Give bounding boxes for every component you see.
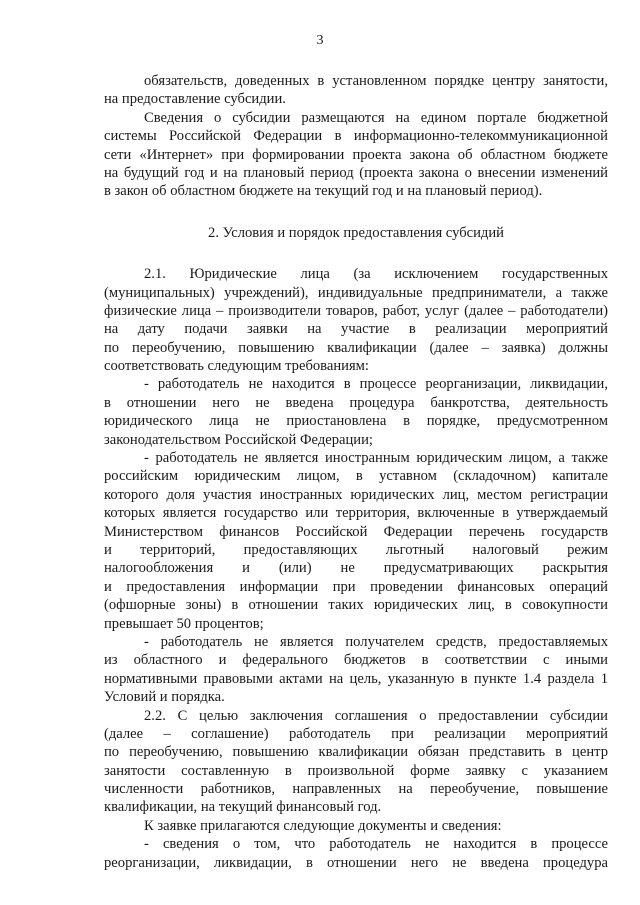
text-line: по переобучению, повышению квалификации обязан представить в центр <box>104 744 608 761</box>
text-line: российским юридическим лицом, в уставном (складочном) капитале <box>104 468 608 485</box>
text-line: Условий и порядка. <box>104 689 225 706</box>
text-line: превышает 50 процентов; <box>104 615 264 632</box>
paragraph-portal-info <box>104 109 608 201</box>
paragraph-attachments <box>104 817 608 835</box>
text-line: - сведения о том, что работодатель не находится в процессе <box>144 836 608 853</box>
requirement-foreign-entity <box>104 449 608 633</box>
paragraph-2-1 <box>104 265 608 375</box>
text-line: на будущий год и на плановый период (проекта закона о внесении изменений <box>104 164 608 181</box>
text-line: (далее – соглашение) работодатель при реализации мероприятий <box>104 725 608 742</box>
text-line: на предоставление субсидии. <box>104 91 286 108</box>
heading-text: 2. Условия и порядок предоставления субсидий <box>208 224 504 241</box>
text-line: которого доля участия иностранных юридических лиц, местом регистрации <box>104 486 608 503</box>
text-line: реорганизации, ликвидации, в отношении него не введена процедура <box>104 854 608 871</box>
document-body <box>104 72 608 872</box>
text-line: которых является государство или территория, включенные в утверждаемый <box>104 505 608 522</box>
section-heading-conditions <box>104 224 608 242</box>
attachment-item-1 <box>104 835 608 872</box>
page-number: 3 <box>316 33 324 48</box>
text-line: - работодатель не находится в процессе реорганизации, ликвидации, <box>144 376 608 393</box>
text-line: занятости составленную в произвольной форме заявку с указанием <box>104 762 608 779</box>
text-line: системы Российской Федерации в информационно-телекоммуникационной <box>104 128 608 145</box>
text-line: и территорий, предоставляющих льготный налоговый режим <box>104 541 608 558</box>
text-line: в закон об областном бюджете на текущий год и на плановый период). <box>104 183 543 200</box>
text-line: физические лица – производители товаров, работ, услуг (далее – работодатели) <box>104 302 608 319</box>
text-line: на дату подачи заявки на участие в реализации мероприятий <box>104 321 608 338</box>
text-line: К заявке прилагаются следующие документы и сведения: <box>144 817 502 834</box>
text-line: 2.1. Юридические лица (за исключением государственных <box>144 266 608 283</box>
text-line: и предоставления информации при проведении финансовых операций <box>104 578 608 595</box>
text-line: налогообложения и (или) не предусматривающих раскрытия <box>104 560 608 577</box>
text-line: - работодатель не является иностранным юридическим лицом, а также <box>144 450 608 467</box>
text-line: (муниципальных) учреждений), индивидуальные предприниматели, а также <box>104 284 608 301</box>
text-line: законодательством Российской Федерации; <box>104 431 373 448</box>
text-line: численности работников, направленных на переобучение, повышение <box>104 781 608 798</box>
text-line: - работодатель не является получателем средств, предоставляемых <box>144 633 608 650</box>
text-line: обязательств, доведенных в установленном порядке центру занятости, <box>144 73 608 89</box>
text-line: (офшорные зоны) в отношении таких юридических лиц, в совокупности <box>104 597 608 614</box>
text-line: юридического лица не приостановлена в порядке, предусмотренном <box>104 413 608 430</box>
text-line: соответствовать следующим требованиям: <box>104 358 369 375</box>
requirement-no-other-funds <box>104 633 608 707</box>
text-line: сети «Интернет» при формировании проекта закона об областном бюджете <box>104 146 608 163</box>
text-line: по переобучению, повышению квалификации (далее – заявка) должны <box>104 339 608 356</box>
text-line: Сведения о субсидии размещаются на едином портале бюджетной <box>144 109 608 126</box>
text-line: из областного и федерального бюджетов в соответствии с иными <box>104 652 608 669</box>
paragraph-2-2 <box>104 707 608 817</box>
text-line: в отношении него не введена процедура банкротства, деятельность <box>104 394 608 411</box>
text-line: квалификации, на текущий финансовый год. <box>104 799 382 816</box>
requirement-reorganization <box>104 375 608 449</box>
text-line: 2.2. С целью заключения соглашения о предоставлении субсидии <box>144 707 608 724</box>
text-line: нормативными правовыми актами на цель, указанную в пункте 1.4 раздела 1 <box>104 670 608 687</box>
paragraph-budget-obligations <box>104 72 608 109</box>
text-line: Министерством финансов Российской Федерации перечень государств <box>104 523 608 540</box>
